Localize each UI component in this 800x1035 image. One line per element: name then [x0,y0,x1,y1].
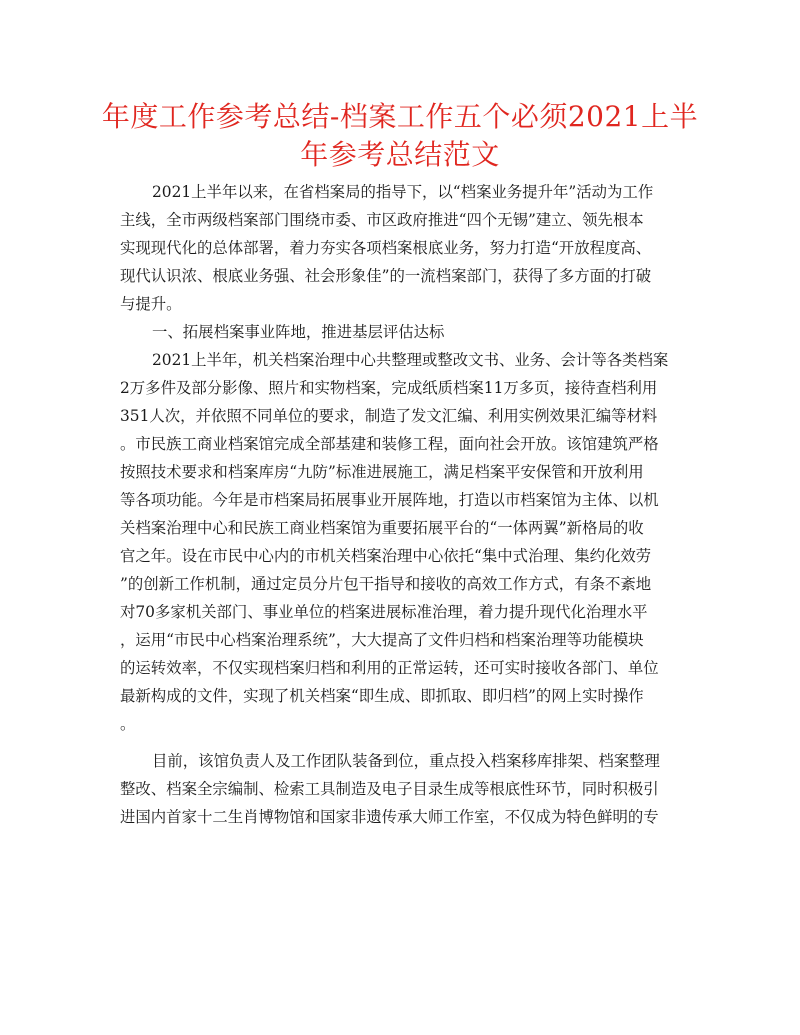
text-line: 与提升。 [120,295,182,313]
text-line: ，运用“市民中心档案治理系统”，大大提高了文件归档和档案治理等功能模块 [120,631,644,649]
text-line: 整改、档案全宗编制、检索工具制造及电子目录生成等根底性环节，同时积极引 [120,780,659,798]
text-line: 的运转效率，不仅实现档案归档和利用的正常运转，还可实时接收各部门、单位 [120,659,659,677]
text-line: 351人次，并依照不同单位的要求，制造了发文汇编、利用实例效果汇编等材料 [120,407,658,425]
title-line-1: 年度工作参考总结-档案工作五个必须2021上半 [101,100,699,133]
text-line: 官之年。设在市民中心内的市机关档案治理中心依托“集中式治理、集约化效劳 [120,547,652,565]
paragraph-spacer [120,738,680,747]
text-line: 目前，该馆负责人及工作团队装备到位，重点投入档案移库排架、档案整理 [152,752,660,770]
paragraph-intro [120,178,680,318]
text-line: 2021上半年以来，在省档案局的指导下，以“档案业务提升年”活动为工作 [152,183,654,201]
text-line: 现代认识浓、根底业务强、社会形象佳”的一流档案部门，获得了多方面的打破 [120,267,652,285]
title-line-2: 年参考总结范文 [300,138,500,171]
text-line: 。 [120,715,136,733]
text-line: 等各项功能。今年是市档案局拓展事业开展阵地，打造以市档案馆为主体、以机 [120,491,659,509]
section-heading-1 [120,318,680,346]
text-line: 关档案治理中心和民族工商业档案馆为重要拓展平台的“一体两翼”新格局的收 [120,519,644,537]
text-line: 按照技术要求和档案库房“九防”标准进展施工，满足档案平安保管和开放利用 [120,463,644,481]
text-line: ”的创新工作机制，通过定员分片包干指导和接收的高效工作方式，有条不紊地 [120,575,652,593]
text-line: 2021上半年，机关档案治理中心共整理或整改文书、业务、会计等各类档案 [152,351,669,369]
document-body [120,178,680,831]
paragraph-current [120,747,680,831]
section-heading-text: 一、拓展档案事业阵地，推进基层评估达标 [152,323,445,341]
text-line: 主线，全市两级档案部门围绕市委、市区政府推进“四个无锡”建立、领先根本 [120,211,644,229]
text-line: 最新构成的文件，实现了机关档案“即生成、即抓取、即归档”的网上实时操作 [120,687,644,705]
text-line: 。市民族工商业档案馆完成全部基建和装修工程，面向社会开放。该馆建筑严格 [120,435,659,453]
document-title [100,98,700,174]
text-line: 2万多件及部分影像、照片和实物档案，完成纸质档案11万多页，接待查档利用 [120,379,658,397]
text-line: 对70多家机关部门、事业单位的档案进展标准治理，着力提升现代化治理水平 [120,603,648,621]
paragraph-section-1 [120,346,680,738]
text-line: 实现现代化的总体部署，着力夯实各项档案根底业务，努力打造“开放程度高、 [120,239,652,257]
text-line: 进国内首家十二生肖博物馆和国家非遗传承大师工作室，不仅成为特色鲜明的专 [120,808,659,826]
